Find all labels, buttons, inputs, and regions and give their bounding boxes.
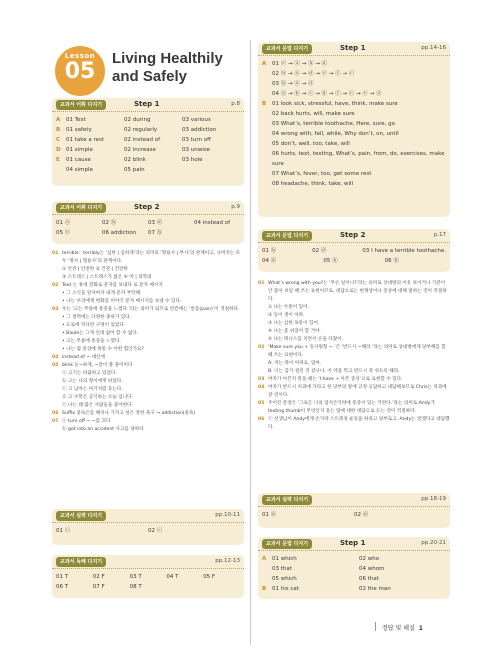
box-body: [52, 523, 244, 539]
row-letter: B: [262, 586, 267, 592]
explanation-item: [52, 266, 244, 274]
answer-row: [262, 574, 446, 584]
answer-row: [56, 165, 240, 175]
page-footer: [382, 623, 423, 632]
row-letter: [262, 564, 272, 574]
section-tag: 교과서 어휘 다지기: [56, 100, 106, 110]
explanation-number: [258, 360, 268, 368]
answer-cell: 02 ⓗ → ⓐ → ⓓ → ⓔ → ⓕ → ⓒ: [272, 71, 355, 77]
explanation-text: • 나는 우리에게 변화를 이야기 문자 메시지를 보낼 수 있다.: [62, 299, 182, 304]
explanation-item: [258, 400, 450, 416]
explanation-item: [258, 368, 450, 376]
row-letter: B: [262, 101, 267, 107]
explanation-item: [52, 362, 244, 370]
answer-cell: 01 T: [56, 574, 69, 580]
explanation-item: [258, 344, 450, 360]
answer-row: [262, 109, 446, 119]
answer-row: [262, 119, 446, 129]
answer-cell: [194, 228, 240, 238]
answer-row: [262, 139, 446, 149]
explanation-number: [52, 322, 62, 330]
explanation-text: • Baule는 그게 인대 없어 할 수 없다.: [62, 331, 139, 336]
answer-row: [262, 564, 446, 574]
answer-cell: 07 What’s, fever, too, get some rest: [272, 171, 372, 177]
explanation-text: • 그 소식을 알자마자 내게 문자 부탁해.: [62, 291, 142, 296]
explanation-item: [52, 386, 244, 394]
answer-cell: 03 ⓓ: [148, 220, 163, 226]
explanation-number: 02: [52, 283, 59, 288]
answer-cell: 04 instead of: [194, 220, 231, 226]
row-letter: A: [262, 61, 267, 67]
explanation-text: ⓐ turn off ~ ~를 끄다: [62, 419, 111, 424]
explanation-number: 07: [52, 419, 59, 424]
explanation-number: [52, 394, 62, 402]
explanation-text: ⓔ 나는 꽤 많은 사람들을 좋아한다.: [62, 403, 134, 408]
answer-cell: 01 ⓐ: [56, 220, 71, 226]
section-tag: 교과서 어휘 다지기: [56, 203, 106, 213]
answer-cell: 03 various: [182, 117, 211, 123]
box-header: [258, 537, 450, 551]
explanation-text: ② 등이 생이 아파.: [268, 313, 305, 318]
page-ref: pp.10-11: [215, 512, 240, 518]
explanation-number: [52, 402, 62, 410]
answer-cell: 08 T: [129, 584, 142, 590]
answer-cell: 01 take a rest: [66, 137, 105, 143]
row-letter: [56, 165, 66, 175]
explanation-item: [52, 378, 244, 386]
answer-cell: 07 F: [92, 584, 105, 590]
explanation-item: [258, 312, 450, 320]
answer-cell: 01 simple: [66, 147, 93, 153]
answer-cell: 03 ⓑ → ⓐ → ⓓ: [272, 81, 314, 87]
row-letter: [262, 149, 272, 169]
explanation-number: 04: [52, 355, 59, 360]
explanation-item: [52, 354, 244, 362]
explanation-text: 여자가 반드시 치과에 가라고 한 당부의 말에 긍정 응답하고 대답해보므로 Chris는 치과에 갈 것이다.: [268, 385, 447, 398]
answer-cell: 06 that: [359, 576, 379, 582]
lesson-word: Lesson: [64, 52, 96, 60]
explanation-number: 06: [258, 417, 265, 422]
explanation-number: [52, 370, 62, 378]
explanation-text: B: 너는 감기 걸린 것 같구나. 이 약을 먹고 반드시 푹 쉬도록 해라.: [268, 369, 400, 374]
answer-cell: 02 back hurts, will, make sure: [272, 111, 355, 117]
explanation-number: [52, 298, 62, 306]
answer-cell: 06 hurts, text, texting, What’s, pain, from, do, exercises, make sure: [272, 151, 445, 167]
step-label: Step 1: [340, 44, 366, 52]
answer-cell: [182, 165, 240, 175]
left-reading-box: [52, 555, 244, 598]
explanation-number: 03: [52, 307, 59, 312]
answer-cell: 01 Text: [66, 117, 86, 123]
answer-row: [262, 169, 446, 179]
right-test-box: [258, 493, 450, 528]
explanation-number: [52, 330, 62, 338]
explanation-number: [52, 378, 62, 386]
page-ref: p.8: [231, 101, 240, 107]
expression-step2-box: [258, 229, 450, 272]
answer-row: [262, 69, 446, 79]
box-body: [258, 56, 450, 192]
section-tag: 교과서 실력 다지기: [56, 511, 106, 521]
explanation-item: [52, 298, 244, 306]
answer-cell: 01 safety: [66, 127, 92, 133]
explanation-item: [52, 282, 244, 290]
explanation-item: [258, 320, 450, 328]
explanation-item: [258, 360, 450, 368]
answer-cell: 02 instead of: [124, 137, 161, 143]
row-letter: [262, 89, 272, 99]
explanation-text: • 그 절벽에는 다양한 종류가 있다.: [62, 315, 132, 320]
answer-cell: 02 regularly: [124, 127, 158, 133]
box-body: [258, 243, 450, 269]
answer-cell: 03 turn off: [182, 137, 211, 143]
explanation-item: [52, 410, 244, 418]
explanation-item: [52, 346, 244, 354]
box-header: [258, 493, 450, 507]
explanation-text: ⓐ 고기는 바꿈하고 있었다.: [62, 371, 117, 376]
page-ref: pp.12-13: [215, 558, 240, 564]
answer-row: [262, 510, 446, 520]
answer-cell: 02 F: [92, 574, 105, 580]
explanation-item: [258, 336, 450, 344]
answer-cell: 06 ⓑ: [384, 258, 399, 264]
box-body: [52, 569, 244, 595]
row-letter: D: [56, 147, 61, 153]
answer-cell: 02 increase: [124, 147, 156, 153]
answer-cell: 01 ⓒ: [56, 528, 71, 534]
row-letter: [262, 109, 272, 119]
answer-cell: 04 wrong with, fell, while, Why don’t, on, until: [272, 131, 399, 137]
explanation-text: ⓒ 선생님이 Andy에게 손가락 스트레칭 운동을 하라고 당부로고, Andy는 알겠다고 대답했다.: [268, 417, 450, 430]
answer-cell: 01 which: [272, 556, 297, 562]
answer-row: [56, 218, 240, 228]
explanation-item: [52, 370, 244, 378]
explanation-number: [52, 274, 62, 282]
answer-row: [262, 246, 446, 256]
page-ref: p.9: [231, 204, 240, 210]
explanation-item: [52, 322, 244, 330]
page-ref: pp.14-16: [421, 45, 446, 51]
expression-step1-box: [258, 42, 450, 217]
answer-row: [262, 584, 446, 594]
vocab-step1-box: [52, 98, 244, 186]
box-body: [52, 112, 244, 178]
answer-row: [262, 99, 446, 109]
explanation-number: 01: [258, 281, 265, 286]
explanation-item: [52, 330, 244, 338]
answer-cell: 03 that: [272, 566, 292, 572]
lesson-badge: [55, 46, 105, 96]
answer-cell: 01 his cat: [272, 586, 299, 592]
explanation-text: ① 나는 두통이 있어.: [268, 305, 310, 310]
right-explanations: [258, 280, 450, 432]
vocab-step2-box: [52, 201, 244, 244]
explanation-number: [52, 346, 62, 354]
step-label: Step 2: [340, 231, 366, 239]
answer-cell: 04 ⓐ → ⓑ → ⓒ → ⓓ → ⓕ → ⓒ → ⓔ → ⓐ: [272, 91, 382, 97]
answer-cell: 01 look sick, stressful, have, think, make sure: [272, 101, 398, 107]
left-explanations: [52, 250, 244, 434]
answer-cell: 03 What’s, terrible toothache, Here, sure, go: [272, 121, 396, 127]
answer-row: [262, 256, 446, 266]
answer-cell: 02 ⓒ: [148, 528, 163, 534]
step-label: Step 1: [134, 100, 160, 108]
answer-cell: 01 ⓑ: [262, 248, 277, 254]
answer-cell: 04 simple: [66, 167, 93, 173]
explanation-item: [258, 328, 450, 336]
answer-cell: 04 ⓓ: [262, 258, 277, 264]
answer-cell: 05 ⓔ: [56, 230, 71, 236]
explanation-item: [258, 376, 450, 384]
explanation-text: 주어진 문장은 ‘그로든 너의 엄지손가락에 통증이 있는 거란다.’라는 의미로 Andy가 texting thumb이 무엇인지 묻는 말에 대한 대답으로 ⓑ는 것이 적절하다.: [268, 401, 435, 414]
page-ref: pp.20-21: [421, 540, 446, 546]
answer-cell: 03 unwise: [182, 147, 210, 153]
explanation-item: [258, 416, 450, 432]
explanation-item: [258, 304, 450, 312]
answer-row: [56, 155, 240, 165]
explanation-number: 06: [52, 411, 59, 416]
answer-cell: 02 ⓓ: [312, 248, 327, 254]
answer-cell: [203, 582, 240, 592]
answer-cell: 04 whom: [359, 566, 385, 572]
box-body: [258, 507, 450, 523]
answer-row: [56, 135, 240, 145]
explanation-item: [52, 338, 244, 346]
explanation-text: ⓑ got into an accident 사고를 당하다: [62, 427, 144, 432]
answer-cell: 06 T: [56, 584, 69, 590]
section-tag: 교과서 문법 다지기: [262, 539, 312, 549]
row-letter: [262, 69, 272, 79]
explanation-text: • 나는 집 증상에 목통 수 어떤 힘인가요?: [62, 347, 144, 352]
footer-divider: [375, 622, 376, 631]
answer-cell: 04 T: [166, 574, 179, 580]
explanation-number: [52, 338, 62, 346]
answer-cell: 01 ⓔ → ⓐ → ⓑ → ⓓ: [272, 61, 328, 67]
grammar-step1-box: [258, 537, 450, 599]
answer-cell: 05 which: [272, 576, 297, 582]
explanation-item: [52, 426, 244, 434]
explanation-text: terrible：terribly는 ‘심한 | 심하게’라는 의미의 ‘형용사 | 부사’의 관계이고, 나머지는 모두 ‘명사 | 형용사’의 관계이다.: [62, 251, 241, 264]
answer-cell: 03 addiction: [182, 127, 217, 133]
box-header: [258, 42, 450, 56]
explanation-item: [52, 402, 244, 410]
step-label: Step 2: [134, 203, 160, 211]
explanation-text: ‘Make sure you + 동사원형 ~.’은 ‘반드시 ~해라.’라는 의미로 상대방에게 당부해를 할 때 쓰는 표현이다.: [268, 345, 446, 358]
row-letter: [262, 179, 272, 189]
box-header: [258, 229, 450, 243]
answer-row: [56, 145, 240, 155]
explanation-number: [258, 368, 268, 376]
explanation-text: ⑤ 나는 테니스를 치면서 손을 다쳤어.: [268, 337, 344, 342]
explanation-number: [258, 320, 268, 328]
row-letter: [262, 129, 272, 139]
row-letter: A: [56, 117, 61, 123]
answer-cell: 03 I have a terrible toothache.: [362, 248, 447, 254]
answer-cell: 02 the man: [359, 586, 391, 592]
explanation-text: ③ 나는 심한 독통이 있어.: [268, 321, 320, 326]
answer-cell: 02 during: [124, 117, 151, 123]
answer-row: [262, 179, 446, 189]
row-letter: C: [56, 137, 61, 143]
column-divider: [250, 40, 251, 645]
explanation-number: [52, 290, 62, 298]
section-tag: 교과서 문법 다지기: [262, 44, 312, 54]
answer-cell: 02 who: [359, 556, 380, 562]
explanation-item: [52, 418, 244, 426]
box-header: [52, 555, 244, 569]
explanation-item: [52, 314, 244, 322]
explanation-text: blink 눈~하게, ~같이 볼 종이이다: [62, 363, 133, 368]
row-letter: A: [262, 556, 267, 562]
explanation-item: [52, 290, 244, 298]
explanation-text: ⓒ 고 남자는 아기처럼 웃는다.: [62, 387, 123, 392]
lesson-title-line2: and Safely: [112, 68, 188, 85]
box-header: [52, 98, 244, 112]
row-letter: E: [56, 157, 60, 163]
answer-cell: 03 T: [129, 574, 142, 580]
answer-cell: 05 F: [203, 574, 216, 580]
row-letter: B: [56, 127, 61, 133]
explanation-number: [258, 328, 268, 336]
row-letter: [262, 119, 272, 129]
explanation-item: [52, 306, 244, 314]
box-body: [52, 215, 244, 241]
answer-cell: 08 headache, think, take, will: [272, 181, 354, 187]
explanation-number: [52, 426, 62, 434]
explanation-item: [52, 250, 244, 266]
explanation-number: [258, 336, 268, 344]
explanation-number: [52, 314, 62, 322]
section-tag: 교과서 실력 다지기: [262, 495, 312, 505]
answer-row: [262, 59, 446, 69]
explanation-number: [52, 386, 62, 394]
answer-row: [262, 79, 446, 89]
answer-row: [56, 228, 240, 238]
explanation-text: ⓓ 고 수학은 공익하는 오늘 입니다.: [62, 395, 134, 400]
explanation-number: 04: [258, 385, 265, 390]
lesson-title: [112, 50, 252, 86]
answer-cell: 05 pain: [124, 167, 145, 173]
explanation-number: [258, 312, 268, 320]
answer-row: [56, 125, 240, 135]
lesson-number: 05: [64, 59, 96, 84]
explanation-text: What’s wrong with you?는 ‘무슨 일이니?’라는 의미로 상대방의 이유 보이거나 기분이 안 좋아 보일 때 쓰는 표현이므로, 대답으로는 현재상이나 증상에 대해 말하는 것이 적절하다.: [268, 281, 447, 302]
page-ref: p.17: [433, 232, 446, 238]
explanation-text: ① 안전 | 안전한 ② 건강 | 건강한: [62, 267, 128, 272]
answer-row: [56, 582, 240, 592]
explanation-item: [258, 280, 450, 304]
box-header: [52, 201, 244, 215]
explanation-text: Suffix 중독은를 해치나 가지고 싶은 강한 욕구 → addiction(중독): [62, 411, 196, 416]
answer-cell: 02 blink: [124, 157, 146, 163]
explanation-text: ⓑ 고는 나의 형이에게 뉘었다.: [62, 379, 123, 384]
box-header: [52, 509, 244, 523]
row-letter: [262, 169, 272, 179]
row-letter: [262, 574, 272, 584]
answer-cell: 07 ⓑ: [148, 230, 163, 236]
explanation-number: [52, 266, 62, 274]
answer-row: [262, 129, 446, 139]
page-number: 1: [418, 625, 423, 632]
explanation-number: 03: [258, 377, 265, 382]
row-letter: [262, 139, 272, 149]
answer-row: [56, 115, 240, 125]
answer-row: [262, 89, 446, 99]
explanation-text: ④ 나는 좀 쉬었어 할 거야.: [268, 329, 321, 334]
answer-cell: 03 hole: [182, 157, 203, 163]
answer-row: [56, 572, 240, 582]
explanation-text: instead of ~ 대신에: [62, 355, 105, 360]
explanation-text: Text 는 휴대 전화로 문자를 보내다 로 문자 메시지: [62, 283, 163, 288]
answer-cell: 02 ⓓ: [354, 512, 369, 518]
answer-row: [56, 526, 240, 536]
section-tag: 교과서 독해 다지기: [56, 557, 106, 567]
step-label: Step 1: [340, 539, 366, 547]
explanation-item: [52, 274, 244, 282]
explanation-number: 05: [52, 363, 59, 368]
explanation-item: [258, 384, 450, 400]
explanation-item: [52, 394, 244, 402]
answer-cell: 05 don’t, well, too, take, will: [272, 141, 350, 147]
footer-label: 정답 및 해설: [382, 625, 415, 632]
explanation-number: 05: [258, 401, 265, 406]
explanation-text: 여자가 아픈지 알을 때는 ‘I have + 아픈 증상’으로 표현할 수 있다.: [268, 377, 403, 382]
explanation-text: ③ 스트레스 | 스트레스가 많은 ④ 약 | 의학의: [62, 275, 152, 280]
answer-cell: [166, 582, 203, 592]
answer-cell: 01 ⓓ: [262, 512, 277, 518]
explanation-text: A: 저는 목이 아파요, 엄마.: [268, 361, 322, 366]
explanation-text: • 고는 무릎에 통증을 느꼈다.: [62, 339, 121, 344]
answer-row: [262, 554, 446, 564]
answer-cell: 02 ⓑ: [102, 220, 117, 226]
answer-row: [262, 149, 446, 169]
explanation-number: [258, 304, 268, 312]
answer-cell: 06 addiction: [102, 230, 137, 236]
explanation-text: • 도로에 커다란 구멍이 있었다.: [62, 323, 126, 328]
row-letter: [262, 79, 272, 89]
answer-cell: 01 cause: [66, 157, 91, 163]
section-tag: 교과서 문법 다지기: [262, 231, 312, 241]
explanation-text: 우는 ‘고는 무릎에 통증을 느꼈다.’라는 의미가 되므로 빈칸에는 ‘통증(pain)’이 적절하다.: [62, 307, 240, 312]
page-ref: pp.18-19: [421, 496, 446, 502]
answer-cell: 05 ⓑ: [323, 258, 338, 264]
lesson-title-line1: Living Healthily: [112, 50, 223, 67]
left-test-box: [52, 509, 244, 545]
explanation-number: 01: [52, 251, 59, 256]
explanation-number: 02: [258, 345, 265, 350]
box-body: [258, 551, 450, 597]
